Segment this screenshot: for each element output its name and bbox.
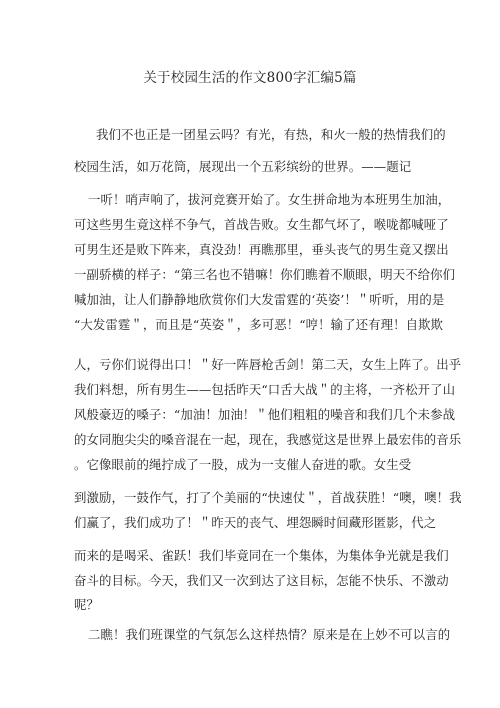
paragraph-line: “大发雷霆＂，而且是“英姿＂，多可恶！“哼！输了还有理！自欺欺	[74, 317, 444, 332]
paragraph-line: 奋斗的目标。今天，我们又一次到达了这目标，怎能不快乐、不激动	[74, 573, 449, 588]
paragraph-line: 我们料想，所有男生——包括昨天“口舌大战＂的主将，一齐松开了山	[74, 382, 456, 397]
paragraph-line: 校园生活，如万花筒，展现出一个五彩缤纷的世界。——题记	[74, 159, 412, 174]
paragraph-line: 们赢了，我们成功了！＂昨天的丧气、埋怨瞬时间藏形匿影，代之	[74, 515, 437, 530]
paragraph-line: 一听！哨声响了，拔河竞赛开始了。女生拼命地为本班男生加油，	[88, 192, 451, 207]
paragraph-line: 的女同胞尖尖的嗓音混在一起，现在，我感觉这是世界上最宏伟的音乐	[74, 432, 462, 447]
paragraph-line: 人，亏你们说得出口！＂好一阵唇枪舌剑！第二天，女生上阵了。出乎	[74, 357, 462, 372]
paragraph-line: 我们不也正是一团星云吗？有光，有热，和火一般的热情我们的	[96, 127, 446, 142]
paragraph-line: 一副骄横的样子：“第三名也不错嘛！你们瞧着不顺眼，明天不给你们	[74, 267, 456, 282]
paragraph-line: 喊加油，让人们静静地欣赏你们大发雷霆的‘英姿’！＂听听，用的是	[74, 292, 445, 307]
document-title: 关于校园生活的作文800字汇编5篇	[143, 70, 357, 86]
paragraph-line: 。它像眼前的绳拧成了一股，成为一支催人奋进的歌。女生受	[74, 457, 412, 472]
paragraph-line: 而来的是喝采、雀跃！我们毕竟同在一个集体，为集体争光就是我们	[74, 548, 449, 563]
paragraph-line: 风般豪迈的嗓子：“加油！加油！＂他们粗粗的噪音和我们几个未参战	[74, 407, 456, 422]
paragraph-line: 呢？	[74, 597, 99, 612]
paragraph-line: 可这些男生竟这样不争气，首战告败。女生都气坏了，喉咙都喊哑了	[74, 217, 449, 232]
paragraph-line: 二瞧！我们班课堂的气氛怎么这样热情？原来是在上妙不可以言的	[88, 627, 451, 642]
paragraph-line: 可男生还是败下阵来，真没劲！再瞧那里，垂头丧气的男生竟又摆出	[74, 242, 449, 257]
paragraph-line: 到激励，一鼓作气，打了个美丽的“快速仗＂，首战获胜！“噢，噢！我	[74, 490, 462, 505]
